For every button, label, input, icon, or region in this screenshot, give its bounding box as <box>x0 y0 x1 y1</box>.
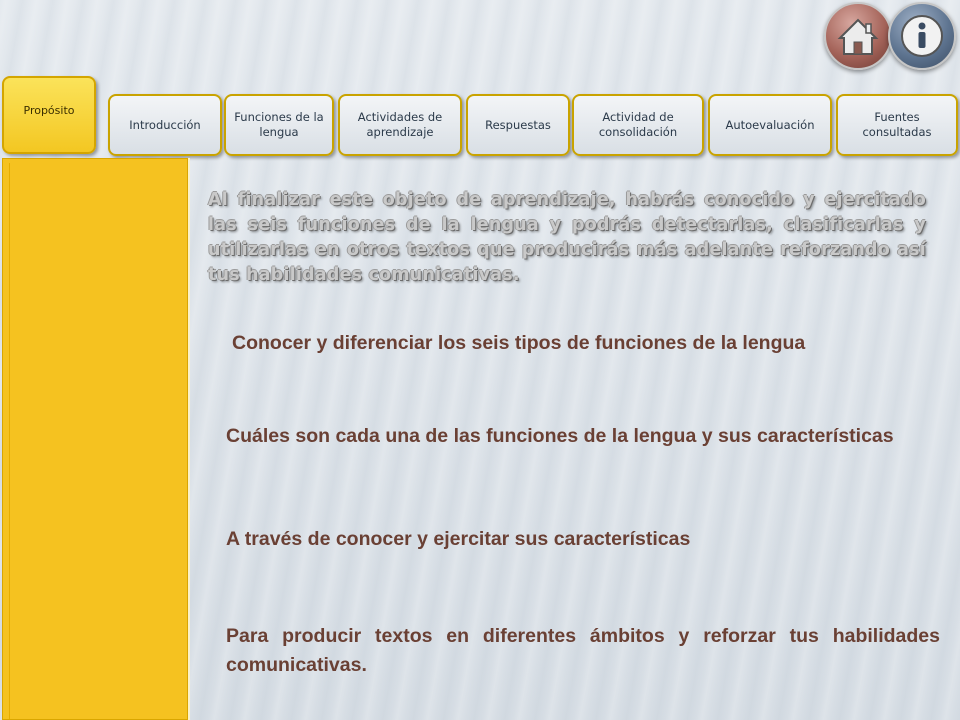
tab-proposito[interactable] <box>2 76 96 154</box>
left-side-panel <box>2 158 188 720</box>
info-icon <box>890 4 954 68</box>
tab-label: Autoevaluación <box>725 117 815 132</box>
intro-paragraph: Al finalizar este objeto de aprendizaje, habrás conocido y ejercitado las seis funciones de la lengua y podrás detectarlas, clasificarlas y utilizarlas en otros textos que producirás más adelante reforzando así tus habilidades comunicativas. <box>208 190 926 285</box>
tab-autoevaluacion[interactable] <box>708 94 832 156</box>
purpose-why: Para producir textos en diferentes ámbitos y reforzar tus habilidades comunicativas. <box>226 625 940 676</box>
purpose-what: Conocer y diferenciar los seis tipos de funciones de la lengua <box>232 332 806 354</box>
tab-label: Actividad de consolidación <box>598 110 678 139</box>
info-button[interactable] <box>888 2 956 70</box>
panel-divider <box>188 158 190 720</box>
left-panel-inner <box>9 163 187 719</box>
home-icon <box>826 4 890 68</box>
tab-introduccion[interactable] <box>108 94 222 156</box>
purpose-how: A través de conocer y ejercitar sus características <box>226 528 691 550</box>
tab-fuentes-consultadas[interactable] <box>836 94 958 156</box>
purpose-which: Cuáles son cada una de las funciones de la lengua y sus características <box>226 425 894 447</box>
tab-actividades-de-aprendizaje[interactable] <box>338 94 462 156</box>
home-button[interactable] <box>824 2 892 70</box>
tab-label: Respuestas <box>485 117 551 132</box>
tab-funciones-de-la-lengua[interactable] <box>224 94 334 156</box>
tab-label: Fuentes consultadas <box>862 110 932 139</box>
tab-actividad-de-consolidacion[interactable] <box>572 94 704 156</box>
tab-label: Propósito <box>23 103 75 117</box>
tab-label: Introducción <box>129 117 201 132</box>
tab-label: Actividades de aprendizaje <box>357 110 443 139</box>
tab-label: Funciones de la lengua <box>234 110 324 139</box>
tab-respuestas[interactable] <box>466 94 570 156</box>
